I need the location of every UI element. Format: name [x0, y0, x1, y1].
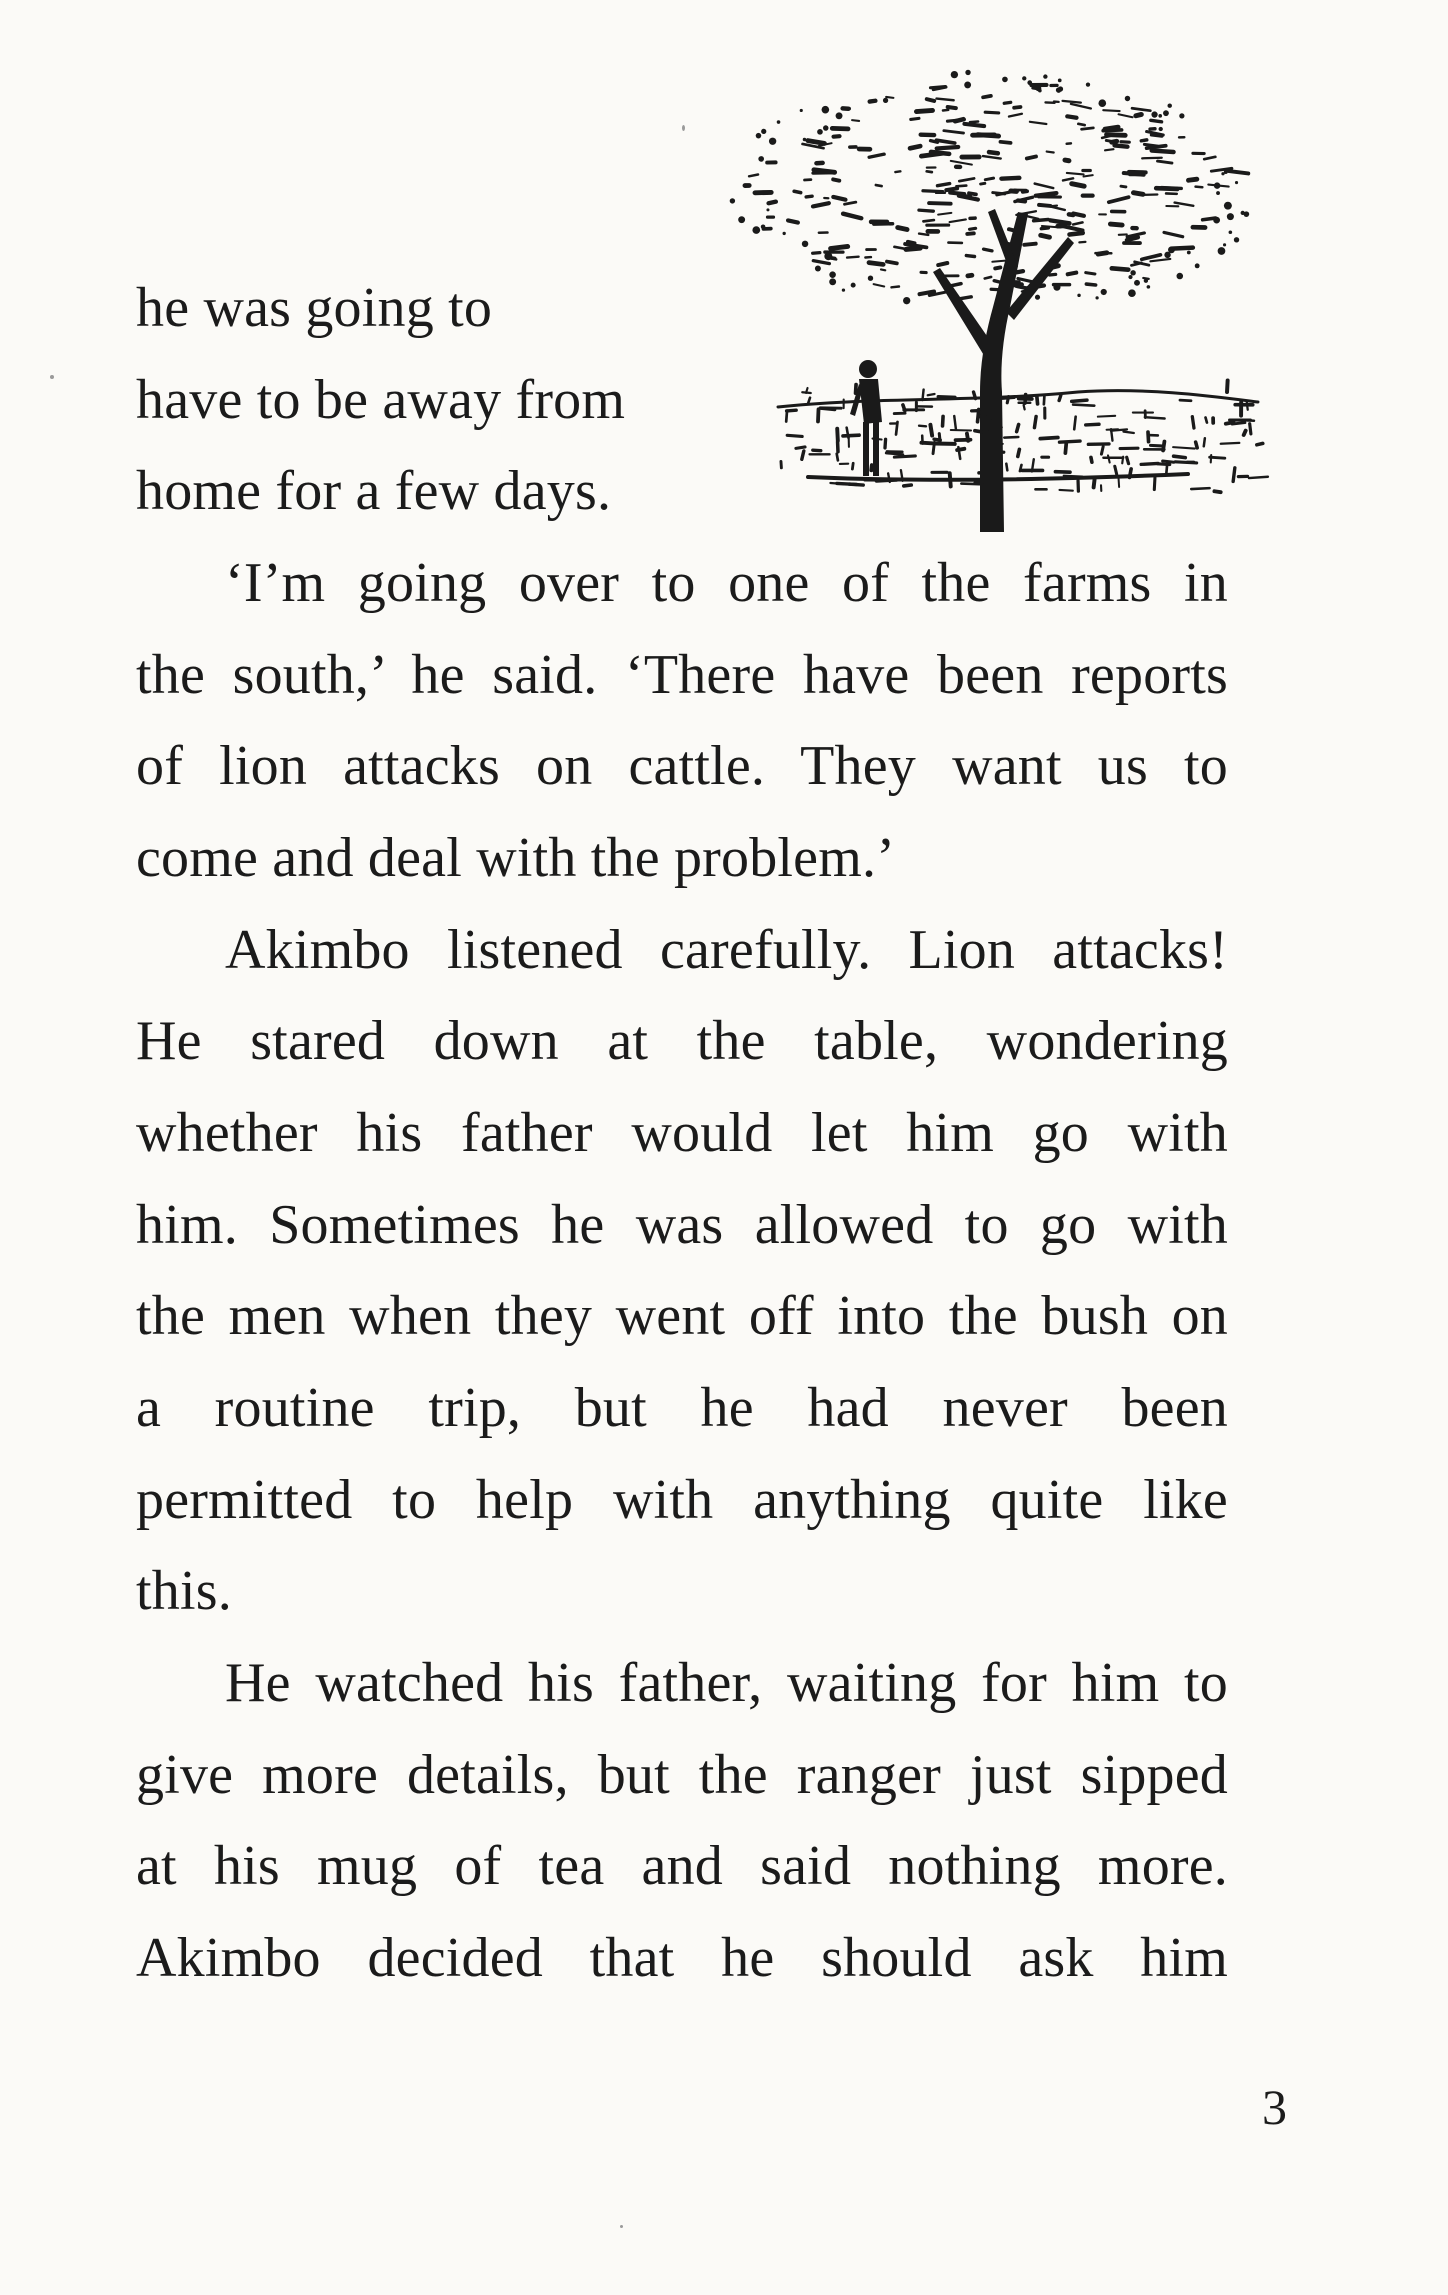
text-line: the south,’ he said. ‘There have been reports	[136, 644, 1228, 706]
text-line: He watched his father, waiting for him to	[225, 1652, 1228, 1714]
text-line: home for a few days.	[136, 460, 612, 522]
tree-illustration	[718, 62, 1278, 532]
text-line: of lion attacks on cattle. They want us to	[136, 735, 1228, 797]
text-line: Akimbo listened carefully. Lion attacks!	[225, 919, 1228, 981]
text-line: this.	[136, 1560, 232, 1622]
tree-canopy	[730, 70, 1250, 310]
text-line: come and deal with the problem.’	[136, 827, 896, 889]
text-line: permitted to help with anything quite like	[136, 1469, 1228, 1531]
text-line: Akimbo decided that he should ask him	[136, 1927, 1228, 1989]
text-line: give more details, but the ranger just sipped	[136, 1744, 1228, 1806]
text-line: he was going to	[136, 277, 493, 339]
text-line: a routine trip, but he had never been	[136, 1377, 1228, 1439]
text-line: ‘I’m going over to one of the farms in	[225, 552, 1228, 614]
boy-figure	[850, 360, 882, 476]
text-line: the men when they went off into the bush on	[136, 1285, 1228, 1347]
ground-grass	[778, 380, 1268, 492]
text-line: at his mug of tea and said nothing more.	[136, 1835, 1228, 1897]
paper-speck	[50, 375, 54, 379]
tree-trunk	[933, 209, 1074, 532]
paper-speck	[620, 2225, 623, 2228]
text-line: have to be away from	[136, 369, 626, 431]
text-line: He stared down at the table, wondering	[136, 1010, 1228, 1072]
text-line: him. Sometimes he was allowed to go with	[136, 1194, 1228, 1256]
page-number: 3	[1262, 2079, 1287, 2135]
paper-speck	[682, 125, 685, 131]
text-line: whether his father would let him go with	[136, 1102, 1228, 1164]
